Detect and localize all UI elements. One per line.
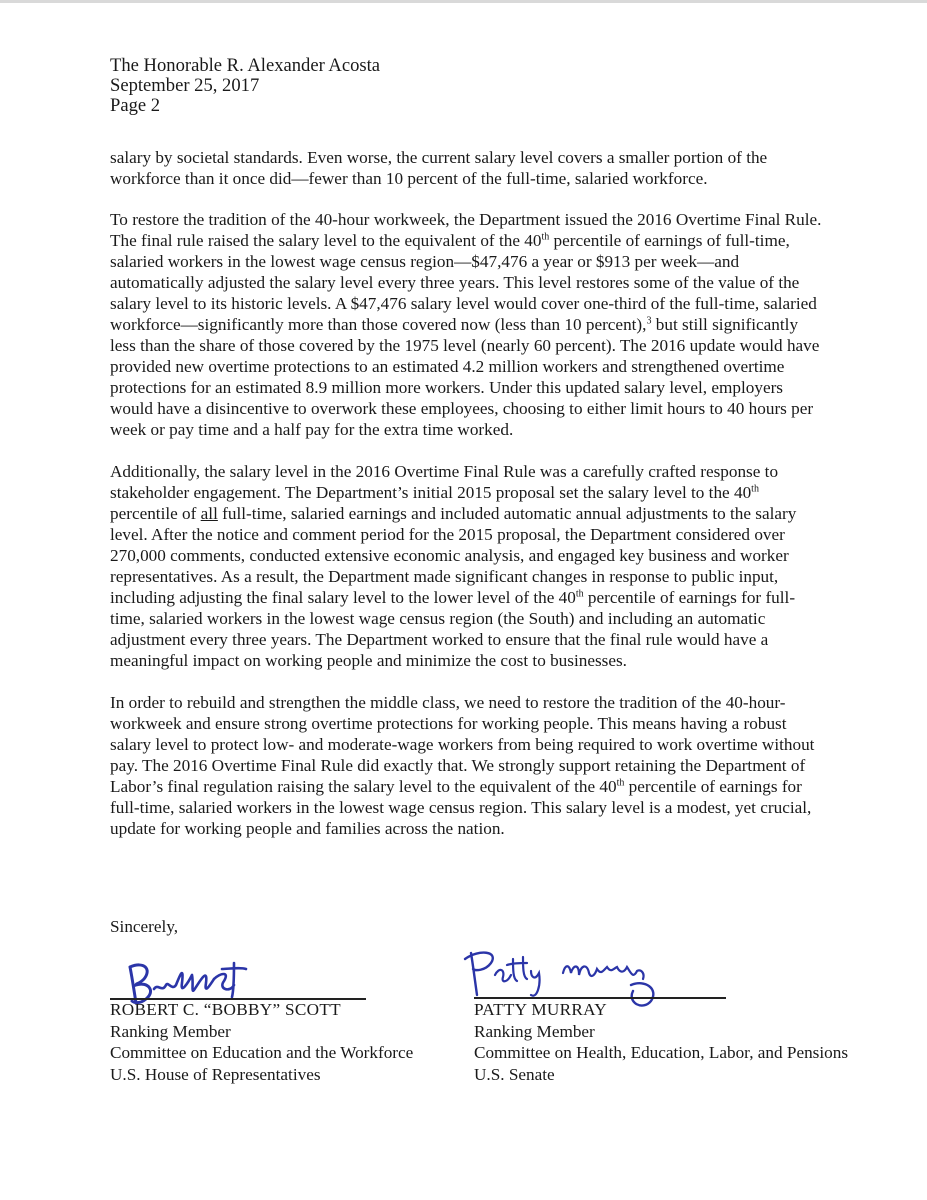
page-number: Page 2 [110,95,161,116]
closing: Sincerely, [110,917,179,936]
paragraph-2 [110,209,828,440]
paragraph-1 [110,147,828,189]
signer-block-left [110,999,413,1085]
footnote-marker: 3 [646,315,652,327]
ordinal-suffix: th [751,483,759,495]
date-line: September 25, 2017 [110,75,260,96]
ordinal-suffix: th [616,777,625,789]
underlined-word: all [200,504,218,523]
paragraph-2-text-a: To restore the tradition of the 40-hour workweek, the Department issued the 2016 Overtime Final Rule. The final rule raised the salary level to the equivalent of the 40 [110,210,822,250]
signer-title: Ranking Member [110,1021,231,1041]
signer-committee: Committee on Education and the Workforce [110,1043,414,1062]
paragraph-3-text-e: percentile of earnings for full-time, salaried workers in the lowest wage census region (the South) and including an automatic adjustment every three years. The Department worked to ensure that the final rule would have a meaningful impact on working people and minimize the cost to businesses. [110,588,796,670]
paragraph-4-text-b: percentile of earnings for full-time, salaried workers in the lowest wage census region. This salary level is a modest, yet crucial, update for working people and families across the nation. [110,777,812,838]
paragraph-2-text-c: but still significantly less than the share of those covered by the 1975 level (nearly 60 percent). The 2016 update would have provided new overtime protections to an estimated 4.2 million workers and strengthened overtime protections for an estimated 8.9 million more workers. Under this updated salary level, employers would have a disincentive to overwork these employees, choosing to either limit hours to 40 hours per week or pay time and a half pay for the extra time worked. [110,315,820,439]
signer-name: PATTY MURRAY [474,1000,608,1019]
signer-block-right [474,999,848,1085]
signer-chamber: U.S. House of Representatives [110,1064,321,1084]
paragraph-2-text-b: percentile of earnings of full-time, salaried workers in the lowest wage census region—$47,476 a year or $913 per week—and automatically adjusted the salary level every three years. This level restores some of the value of the salary level to its historic levels. A $47,476 salary level would cover one-third of the full-time, salaried workforce—significantly more than those covered now (less than 10 percent), [110,231,817,334]
recipient-line: The Honorable R. Alexander Acosta [110,55,381,76]
paragraph-3-text-a: Additionally, the salary level in the 2016 Overtime Final Rule was a carefully crafted response to stakeholder engagement. The Department’s initial 2015 proposal set the salary level to the 40 [110,462,779,502]
signer-chamber: U.S. Senate [474,1064,555,1084]
signer-committee: Committee on Health, Education, Labor, and Pensions [474,1043,849,1062]
paragraph-4 [110,692,828,839]
letter-header [110,56,380,116]
paragraph-3-text-d: full-time, salaried earnings and included automatic annual adjustments to the salary level. After the notice and comment period for the 2015 proposal, the Department considered over 270,000 comments, conducted extensive economic analysis, and engaged key business and worker representatives. As a result, the Department made significant changes in response to public input, including adjusting the final salary level to the lower level of the 40 [110,504,797,607]
paragraph-3 [110,461,828,671]
paragraph-3-text-b: percentile of [110,504,201,523]
letter-body [110,147,828,860]
ordinal-suffix: th [575,588,584,600]
signer-title: Ranking Member [474,1021,595,1041]
paragraph-4-text-a: In order to rebuild and strengthen the middle class, we need to restore the tradition of the 40-hour-workweek and ensure strong overtime protections for working people. This means having a robust salary level to protect low- and moderate-wage workers from being required to work overtime without pay. The 2016 Overtime Final Rule did exactly that. We strongly support retaining the Department of Labor’s final regulation raising the salary level to the equivalent of the 40 [110,693,815,796]
signer-name: ROBERT C. “BOBBY” SCOTT [110,1000,341,1019]
ordinal-suffix: th [541,231,550,243]
paragraph-1-text: salary by societal standards. Even worse, the current salary level covers a smaller portion of the workforce than it once did—fewer than 10 percent of the full-time, salaried workforce. [110,148,768,188]
